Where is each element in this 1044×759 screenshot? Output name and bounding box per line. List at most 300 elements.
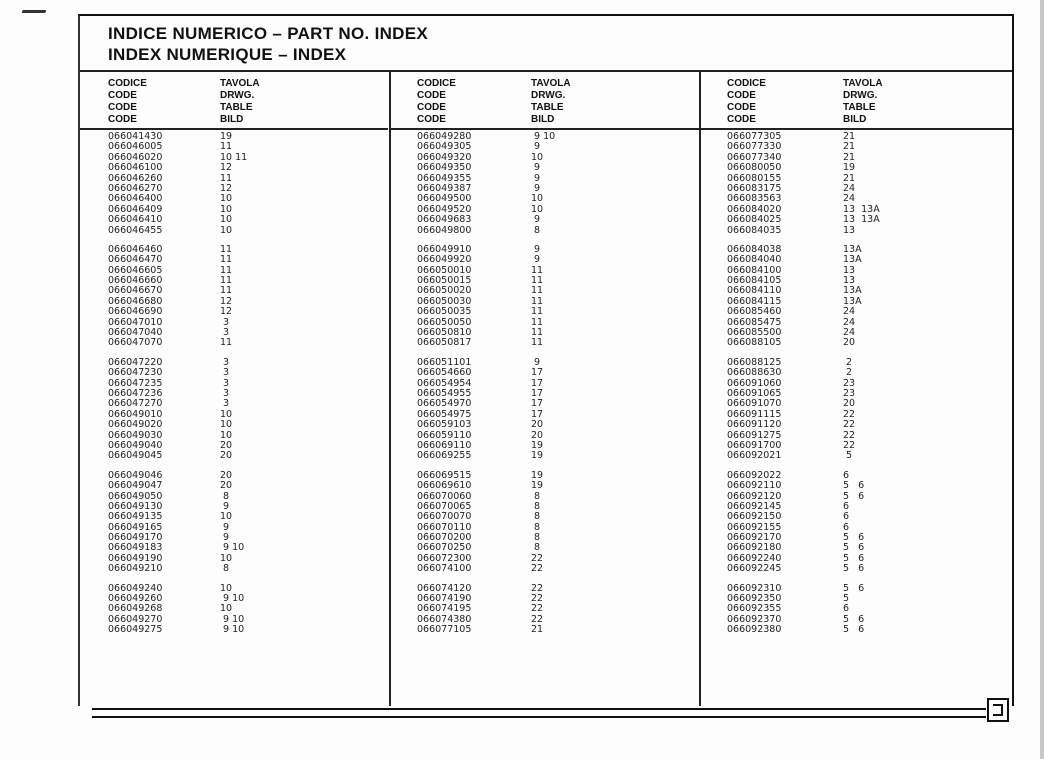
part-code: 066049190 (108, 552, 163, 564)
part-code: 066092120 (727, 490, 782, 502)
part-code: 066084035 (727, 224, 782, 236)
table-number: 5 6 (843, 624, 865, 636)
part-code: 066080050 (727, 162, 782, 174)
table-number: 13A (843, 243, 862, 255)
part-code: 066070070 (417, 511, 472, 523)
table-row (701, 338, 1012, 348)
table-number: 11 (220, 243, 233, 255)
part-code: 066049046 (108, 469, 163, 481)
part-code: 066049305 (417, 141, 472, 153)
part-code: 066049030 (108, 429, 163, 441)
table-number: 2 (843, 367, 853, 379)
part-code: 066092145 (727, 500, 782, 512)
table-number: 19 (843, 162, 856, 174)
table-number: 10 (531, 151, 544, 163)
part-code: 066069255 (417, 450, 472, 462)
part-code: 066059103 (417, 419, 472, 431)
part-code: 066049130 (108, 500, 163, 512)
table-number: 22 (843, 419, 856, 431)
table-number: 11 (220, 275, 233, 287)
part-code: 066077330 (727, 141, 782, 153)
table-number: 13 13A (843, 203, 880, 215)
part-code: 066050035 (417, 306, 472, 318)
part-code: 066050817 (417, 337, 472, 349)
table-number: 17 (531, 377, 544, 389)
part-code: 066074380 (417, 613, 472, 625)
header-table: TAVOLA DRWG. TABLE BILD (220, 78, 260, 125)
part-code: 066083175 (727, 182, 782, 194)
table-number: 9 (531, 162, 541, 174)
part-code: 066046410 (108, 214, 163, 226)
part-code: 066080155 (727, 172, 782, 184)
part-code: 066049920 (417, 254, 472, 266)
table-number: 8 (531, 532, 541, 544)
table-number: 12 (220, 182, 233, 194)
table-number: 23 (843, 387, 856, 399)
part-code: 066050020 (417, 285, 472, 297)
table-row (701, 163, 1012, 173)
part-code: 066091120 (727, 419, 782, 431)
table-number: 10 (220, 429, 233, 441)
row-group (80, 584, 388, 636)
index-page-frame (78, 14, 1014, 706)
part-code: 066070200 (417, 532, 472, 544)
table-number: 10 11 (220, 151, 248, 163)
column-header (80, 72, 388, 130)
header-table: TAVOLA DRWG. TABLE BILD (843, 78, 883, 125)
table-number: 10 (220, 224, 233, 236)
part-code: 066069110 (417, 439, 472, 451)
table-number: 5 (843, 450, 853, 462)
table-number: 22 (531, 582, 544, 594)
part-code: 066049350 (417, 162, 472, 174)
header-code: CODICE CODE CODE CODE (417, 78, 456, 125)
part-code: 066084040 (727, 254, 782, 266)
part-code: 066049800 (417, 224, 472, 236)
part-code: 066077105 (417, 624, 472, 636)
bottom-double-rule (92, 708, 986, 718)
table-number: 2 (843, 356, 853, 368)
table-number: 5 6 (843, 532, 865, 544)
title-area (80, 16, 1012, 72)
part-code: 066049355 (417, 172, 472, 184)
part-code: 066091065 (727, 387, 782, 399)
table-number: 5 (843, 593, 850, 605)
part-code: 066092240 (727, 552, 782, 564)
table-number: 20 (220, 480, 233, 492)
table-number: 11 (531, 306, 544, 318)
table-number: 13 13A (843, 214, 880, 226)
part-code: 066069610 (417, 480, 472, 492)
part-code: 066092350 (727, 593, 782, 605)
table-number: 8 (531, 542, 541, 554)
table-number: 5 6 (843, 563, 865, 575)
table-number: 9 (220, 500, 230, 512)
part-code: 066050010 (417, 264, 472, 276)
table-number: 19 (531, 439, 544, 451)
part-code: 066091070 (727, 398, 782, 410)
table-row (391, 451, 701, 461)
part-code: 066049500 (417, 193, 472, 205)
table-number: 17 (531, 398, 544, 410)
table-row (80, 451, 388, 461)
table-number: 5 6 (843, 613, 865, 625)
table-number: 9 (220, 521, 230, 533)
row-group (80, 358, 388, 462)
table-number: 3 (220, 377, 230, 389)
table-number: 8 (531, 521, 541, 533)
part-code: 066069515 (417, 469, 472, 481)
table-number: 13 (843, 264, 856, 276)
table-number: 13 (843, 275, 856, 287)
table-number: 19 (531, 480, 544, 492)
part-code: 066047010 (108, 316, 163, 328)
table-number: 22 (531, 552, 544, 564)
table-number: 12 (220, 295, 233, 307)
part-code: 066054955 (417, 387, 472, 399)
part-code: 066074120 (417, 582, 472, 594)
table-row (80, 564, 388, 574)
table-row (391, 420, 701, 430)
index-rows (391, 132, 701, 645)
table-row (391, 481, 701, 491)
part-code: 066049135 (108, 511, 163, 523)
part-code: 066070060 (417, 490, 472, 502)
part-code: 066092355 (727, 603, 782, 615)
part-code: 066085475 (727, 316, 782, 328)
part-code: 066046690 (108, 306, 163, 318)
table-row (80, 420, 388, 430)
part-code: 066047236 (108, 387, 163, 399)
table-number: 17 (531, 367, 544, 379)
part-code: 066049270 (108, 613, 163, 625)
table-number: 17 (531, 408, 544, 420)
column-header (701, 72, 1012, 130)
table-number: 22 (531, 603, 544, 615)
part-code: 066084115 (727, 295, 782, 307)
table-number: 19 (531, 450, 544, 462)
table-number: 21 (843, 141, 856, 153)
part-code: 066085460 (727, 306, 782, 318)
part-code: 066091700 (727, 439, 782, 451)
scan-mark (21, 10, 46, 13)
table-number: 22 (531, 613, 544, 625)
row-group (80, 471, 388, 575)
index-rows (701, 132, 1012, 645)
part-code: 066074195 (417, 603, 472, 615)
part-code: 066092022 (727, 469, 782, 481)
index-rows (80, 132, 388, 645)
table-number: 24 (843, 306, 856, 318)
part-code: 066049280 (417, 131, 472, 142)
table-number: 6 (843, 603, 850, 615)
part-code: 066047270 (108, 398, 163, 410)
part-code: 066049183 (108, 542, 163, 554)
row-group (391, 584, 701, 636)
table-number: 8 (531, 490, 541, 502)
table-number: 3 (220, 327, 230, 339)
table-number: 3 (220, 387, 230, 399)
table-row (391, 215, 701, 225)
table-number: 22 (531, 563, 544, 575)
part-code: 066046460 (108, 243, 163, 255)
row-group (391, 132, 701, 236)
table-number: 19 (220, 131, 233, 142)
row-group (701, 132, 1012, 236)
part-code: 066084100 (727, 264, 782, 276)
part-code: 066049170 (108, 532, 163, 544)
row-group (701, 245, 1012, 349)
part-code: 066047070 (108, 337, 163, 349)
part-code: 066047235 (108, 377, 163, 389)
part-code: 066049020 (108, 419, 163, 431)
part-code: 066085500 (727, 327, 782, 339)
part-code: 066083563 (727, 193, 782, 205)
part-code: 066070065 (417, 500, 472, 512)
row-group (701, 358, 1012, 462)
row-group (391, 471, 701, 575)
part-code: 066046455 (108, 224, 163, 236)
part-code: 066046470 (108, 254, 163, 266)
part-code: 066092370 (727, 613, 782, 625)
row-group (391, 245, 701, 349)
part-code: 066046005 (108, 141, 163, 153)
row-group (701, 584, 1012, 636)
part-code: 066050030 (417, 295, 472, 307)
table-number: 9 10 (220, 593, 245, 605)
table-number: 6 (843, 469, 850, 481)
table-number: 11 (220, 141, 233, 153)
table-row (80, 481, 388, 491)
table-number: 21 (843, 131, 856, 142)
table-row (391, 564, 701, 574)
part-code: 066092150 (727, 511, 782, 523)
table-number: 12 (220, 306, 233, 318)
table-number: 6 (843, 500, 850, 512)
part-code: 066092155 (727, 521, 782, 533)
table-number: 3 (220, 367, 230, 379)
table-number: 9 (531, 172, 541, 184)
table-number: 10 (220, 582, 233, 594)
part-code: 066049683 (417, 214, 472, 226)
part-code: 066049910 (417, 243, 472, 255)
table-row (391, 625, 701, 635)
table-number: 11 (531, 285, 544, 297)
part-code: 066046270 (108, 182, 163, 194)
part-code: 066088630 (727, 367, 782, 379)
part-code: 066046680 (108, 295, 163, 307)
table-number: 10 (220, 408, 233, 420)
part-code: 066092110 (727, 480, 782, 492)
table-number: 20 (843, 337, 856, 349)
part-code: 066092380 (727, 624, 782, 636)
table-row (701, 564, 1012, 574)
table-number: 3 (220, 356, 230, 368)
index-column-1 (80, 72, 388, 706)
part-code: 066049268 (108, 603, 163, 615)
table-number: 6 (843, 521, 850, 533)
part-code: 066088125 (727, 356, 782, 368)
table-number: 17 (531, 387, 544, 399)
table-number: 20 (220, 450, 233, 462)
table-number: 5 6 (843, 480, 865, 492)
table-number: 11 (220, 337, 233, 349)
table-number: 11 (531, 275, 544, 287)
part-code: 066054975 (417, 408, 472, 420)
scan-edge (1040, 0, 1044, 759)
table-number: 6 (843, 511, 850, 523)
table-number: 5 6 (843, 542, 865, 554)
table-number: 10 (220, 193, 233, 205)
table-number: 13A (843, 254, 862, 266)
part-code: 066047040 (108, 327, 163, 339)
table-number: 3 (220, 398, 230, 410)
part-code: 066091060 (727, 377, 782, 389)
table-number: 5 6 (843, 582, 865, 594)
table-number: 11 (531, 295, 544, 307)
table-number: 13A (843, 295, 862, 307)
table-number: 24 (843, 327, 856, 339)
part-code: 066051101 (417, 356, 472, 368)
table-row (701, 226, 1012, 236)
page-subtitle: INDEX NUMERIQUE – INDEX (108, 45, 347, 64)
table-number: 11 (531, 337, 544, 349)
row-group (80, 132, 388, 236)
table-number: 9 (220, 532, 230, 544)
table-number: 10 (220, 203, 233, 215)
table-number: 8 (220, 563, 230, 575)
index-column-3 (699, 72, 1012, 706)
table-number: 10 (220, 603, 233, 615)
table-number: 9 10 (220, 613, 245, 625)
table-number: 19 (531, 469, 544, 481)
row-group (701, 471, 1012, 575)
table-number: 3 (220, 316, 230, 328)
table-number: 8 (220, 490, 230, 502)
part-code: 066046670 (108, 285, 163, 297)
table-number: 11 (531, 316, 544, 328)
page-title: INDICE NUMERICO – PART NO. INDEX (108, 24, 429, 43)
table-row (391, 163, 701, 173)
part-code: 066049040 (108, 439, 163, 451)
table-number: 9 (531, 214, 541, 226)
part-code: 066049010 (108, 408, 163, 420)
part-code: 066050050 (417, 316, 472, 328)
part-code: 066046605 (108, 264, 163, 276)
part-code: 066049047 (108, 480, 163, 492)
publisher-logo-icon (987, 698, 1009, 722)
table-number: 20 (531, 419, 544, 431)
table-number: 8 (531, 500, 541, 512)
part-code: 066092021 (727, 450, 782, 462)
table-number: 10 (220, 419, 233, 431)
table-number: 9 (531, 141, 541, 153)
table-number: 11 (220, 254, 233, 266)
header-code: CODICE CODE CODE CODE (108, 78, 147, 125)
part-code: 066046409 (108, 203, 163, 215)
table-number: 20 (531, 429, 544, 441)
part-code: 066084020 (727, 203, 782, 215)
table-row (701, 215, 1012, 225)
part-code: 066049520 (417, 203, 472, 215)
table-number: 24 (843, 193, 856, 205)
table-number: 5 6 (843, 490, 865, 502)
part-code: 066046660 (108, 275, 163, 287)
part-code: 066054660 (417, 367, 472, 379)
part-code: 066084105 (727, 275, 782, 287)
part-code: 066049275 (108, 624, 163, 636)
table-number: 9 (531, 182, 541, 194)
part-code: 066046100 (108, 162, 163, 174)
header-table: TAVOLA DRWG. TABLE BILD (531, 78, 571, 125)
part-code: 066092180 (727, 542, 782, 554)
table-row (80, 338, 388, 348)
header-code: CODICE CODE CODE CODE (727, 78, 766, 125)
table-number: 20 (220, 439, 233, 451)
part-code: 066077340 (727, 151, 782, 163)
part-code: 066092310 (727, 582, 782, 594)
part-code: 066049260 (108, 593, 163, 605)
table-row (391, 338, 701, 348)
table-number: 22 (843, 439, 856, 451)
part-code: 066049387 (417, 182, 472, 194)
part-code: 066084025 (727, 214, 782, 226)
table-number: 9 (531, 254, 541, 266)
table-number: 9 10 (220, 542, 245, 554)
table-number: 11 (531, 264, 544, 276)
table-row (701, 481, 1012, 491)
table-number: 9 (531, 243, 541, 255)
table-number: 20 (220, 469, 233, 481)
row-group (391, 358, 701, 462)
table-number: 9 10 (531, 131, 556, 142)
part-code: 066054970 (417, 398, 472, 410)
part-code: 066070110 (417, 521, 472, 533)
table-number: 9 (531, 356, 541, 368)
table-number: 10 (531, 203, 544, 215)
table-number: 24 (843, 182, 856, 194)
table-number: 11 (220, 172, 233, 184)
table-number: 11 (531, 327, 544, 339)
part-code: 066074100 (417, 563, 472, 575)
part-code: 066046260 (108, 172, 163, 184)
table-row (80, 625, 388, 635)
table-row (80, 163, 388, 173)
table-row (701, 420, 1012, 430)
part-code: 066050810 (417, 327, 472, 339)
part-code: 066084110 (727, 285, 782, 297)
table-number: 10 (220, 552, 233, 564)
part-code: 066091115 (727, 408, 782, 420)
table-row (80, 226, 388, 236)
part-code: 066059110 (417, 429, 472, 441)
part-code: 066084038 (727, 243, 782, 255)
table-number: 13 (843, 224, 856, 236)
part-code: 066077305 (727, 131, 782, 142)
table-row (701, 625, 1012, 635)
part-code: 066092245 (727, 563, 782, 575)
part-code: 066041430 (108, 131, 163, 142)
part-code: 066050015 (417, 275, 472, 287)
table-row (80, 215, 388, 225)
table-number: 13A (843, 285, 862, 297)
table-number: 9 10 (220, 624, 245, 636)
table-number: 21 (531, 624, 544, 636)
part-code: 066049045 (108, 450, 163, 462)
table-number: 5 6 (843, 552, 865, 564)
table-number: 8 (531, 224, 541, 236)
part-code: 066049320 (417, 151, 472, 163)
